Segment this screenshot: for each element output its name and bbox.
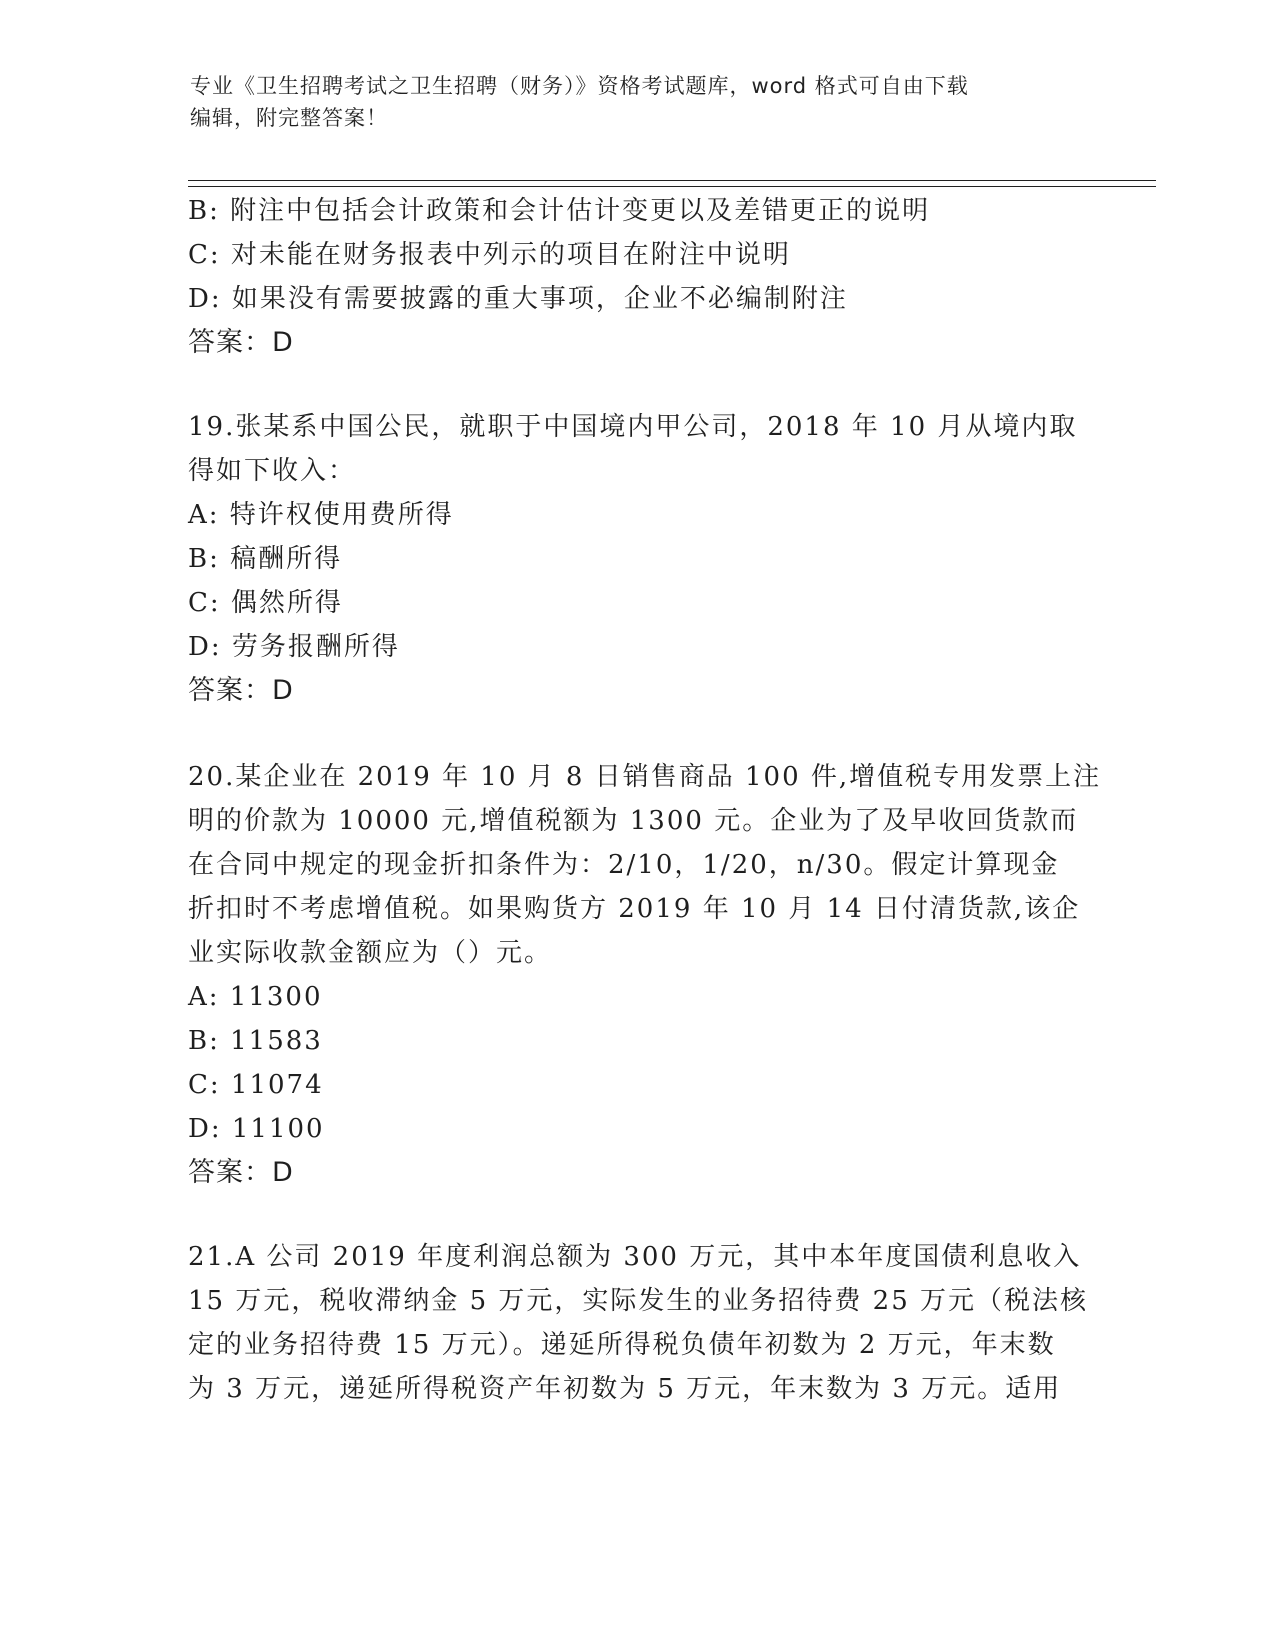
question-stem-line: 折扣时不考虑增值税。如果购货方 2019 年 10 月 14 日付清货款,该企 xyxy=(188,894,1081,924)
question-stem-line: 明的价款为 10000 元,增值税额为 1300 元。企业为了及早收回货款而 xyxy=(188,806,1079,836)
option-c: C: 对未能在财务报表中列示的项目在附注中说明 xyxy=(188,240,791,270)
answer: 答案：D xyxy=(188,675,294,706)
question-stem-line: 21.A 公司 2019 年度利润总额为 300 万元，其中本年度国债利息收入 xyxy=(188,1242,1082,1272)
question-stem-line: 定的业务招待费 15 万元）。递延所得税负债年初数为 2 万元，年末数 xyxy=(188,1330,1056,1360)
question-stem-line: 20.某企业在 2019 年 10 月 8 日销售商品 100 件,增值税专用发票上注 xyxy=(188,762,1102,792)
option-b: B: 附注中包括会计政策和会计估计变更以及差错更正的说明 xyxy=(188,196,931,226)
option-c: C: 11074 xyxy=(188,1070,324,1100)
page-header xyxy=(190,70,1070,134)
question-stem-line: 15 万元，税收滞纳金 5 万元，实际发生的业务招待费 25 万元（税法核 xyxy=(188,1286,1089,1316)
question-stem-line: 为 3 万元，递延所得税资产年初数为 5 万元，年末数为 3 万元。适用 xyxy=(188,1374,1062,1404)
option-a: A: 特许权使用费所得 xyxy=(188,500,454,530)
question-stem-line: 得如下收入： xyxy=(188,456,357,486)
option-a: A: 11300 xyxy=(188,982,323,1012)
header-divider-top xyxy=(188,180,1156,181)
option-d: D: 如果没有需要披露的重大事项，企业不必编制附注 xyxy=(188,284,848,314)
answer: 答案：D xyxy=(188,1157,294,1188)
header-line-2: 编辑，附完整答案！ xyxy=(190,106,388,130)
option-c: C: 偶然所得 xyxy=(188,588,343,618)
option-b: B: 11583 xyxy=(188,1026,323,1056)
header-line-1: 专业《卫生招聘考试之卫生招聘（财务）》资格考试题库，word 格式可自由下载 xyxy=(190,74,969,98)
answer: 答案：D xyxy=(188,327,294,358)
option-d: D: 劳务报酬所得 xyxy=(188,632,400,662)
question-stem-line: 业实际收款金额应为（）元。 xyxy=(188,938,553,968)
question-stem-line: 19.张某系中国公民，就职于中国境内甲公司，2018 年 10 月从境内取 xyxy=(188,412,1078,442)
header-divider-bottom xyxy=(188,186,1156,187)
option-b: B: 稿酬所得 xyxy=(188,544,343,574)
question-stem-line: 在合同中规定的现金折扣条件为：2/10，1/20，n/30。假定计算现金 xyxy=(188,850,1060,880)
option-d: D: 11100 xyxy=(188,1114,325,1144)
